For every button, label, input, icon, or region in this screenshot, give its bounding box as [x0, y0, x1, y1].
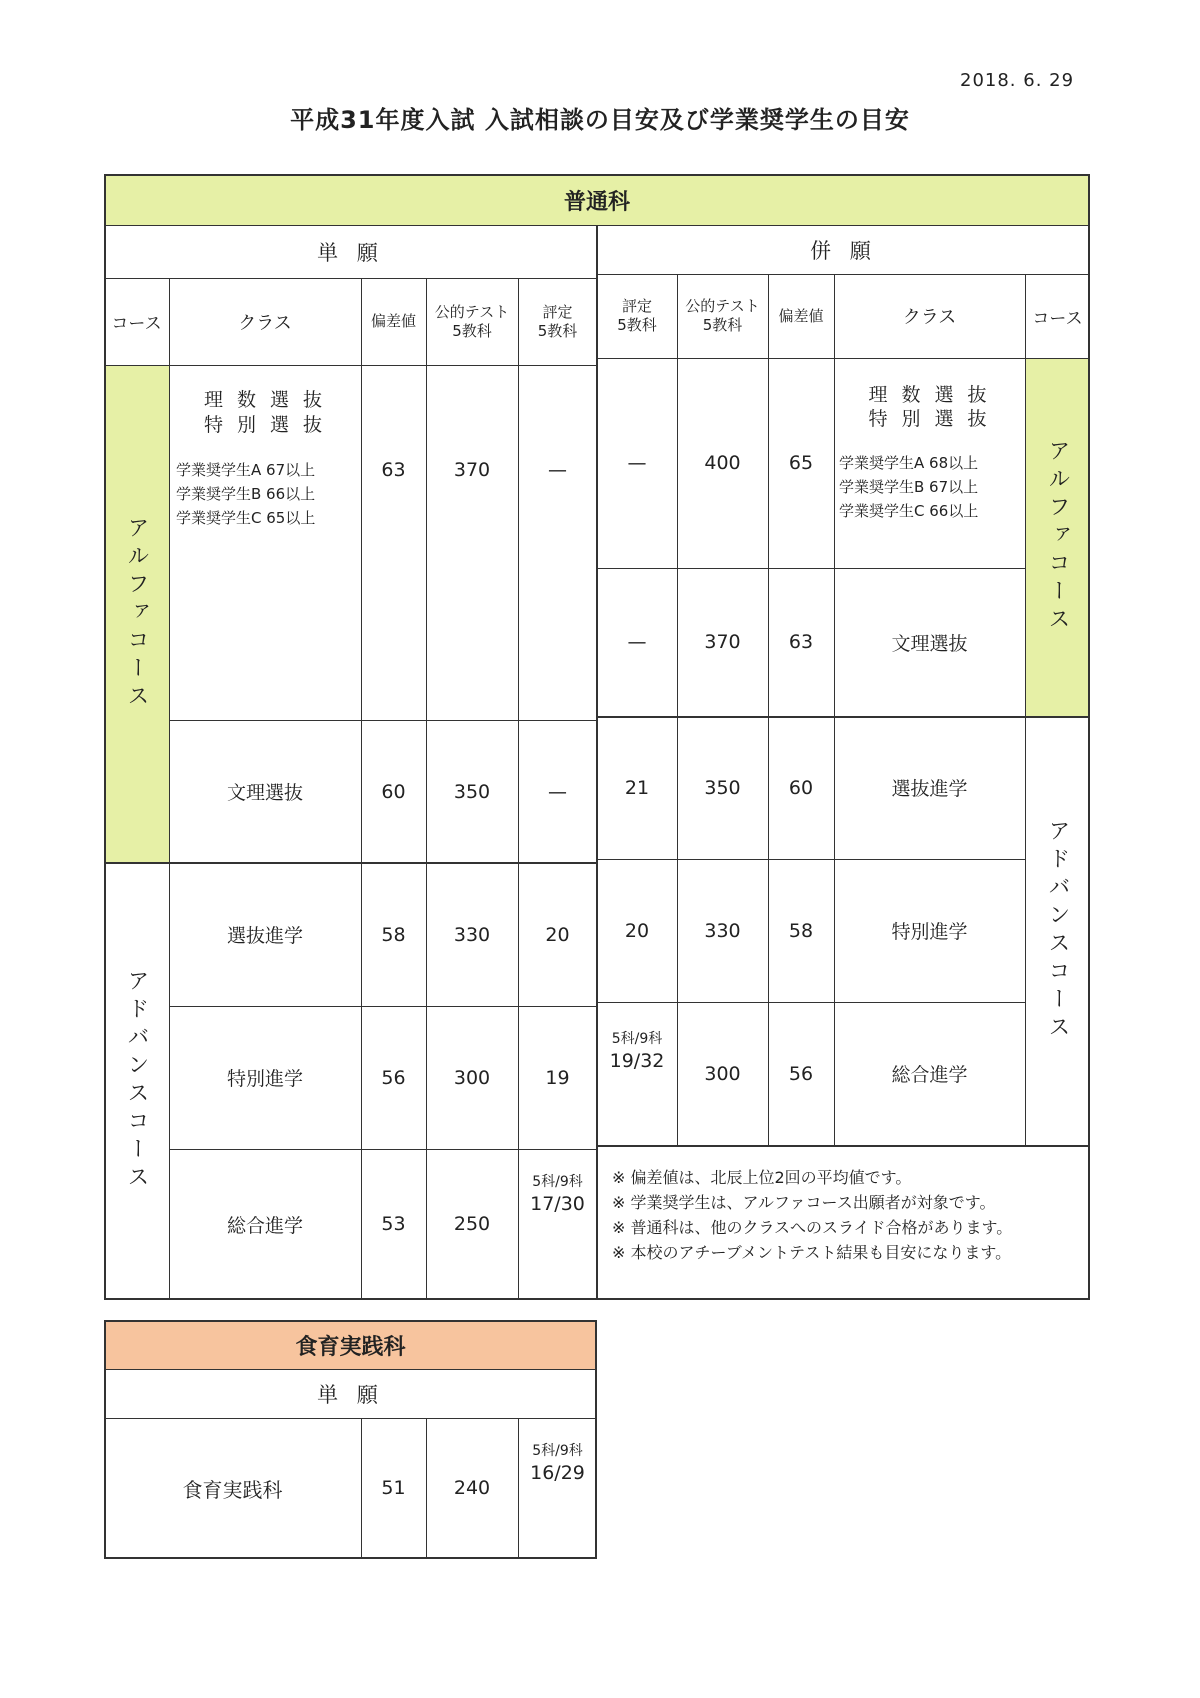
table-border	[595, 1320, 597, 1559]
heigan-scholar-c: 学業奨学生C 66以上	[839, 502, 979, 520]
table-border	[104, 1557, 597, 1559]
tangan-row2-hensachi: 60	[381, 780, 406, 803]
tangan-row4-hensachi: 56	[381, 1066, 406, 1089]
col-koteki-heigan	[677, 274, 768, 358]
table-border	[169, 1006, 597, 1007]
heigan-row3-hyotei: 21	[624, 776, 650, 799]
table-border	[597, 716, 1090, 718]
col-class-heigan: クラス	[902, 307, 957, 328]
col-koteki-line1: 公的テスト	[685, 297, 760, 315]
tangan-row1-koteki: 370	[453, 459, 491, 481]
table-border	[104, 174, 1090, 176]
tangan-class-tokubetsu: 特 別 選 抜	[203, 414, 327, 436]
col-hensachi-tangan: 偏差値	[370, 312, 416, 330]
heigan-row5-hyotei-value: 19/32	[609, 1050, 665, 1072]
col-hyotei-heigan	[597, 274, 677, 358]
heigan-class-risu: 理 数 選 抜	[868, 384, 991, 406]
table-border	[104, 1320, 106, 1559]
shokuiku-hyotei-value: 16/29	[530, 1462, 585, 1484]
col-hyotei-line1: 評定	[621, 297, 652, 315]
table-border	[426, 278, 427, 1299]
heigan-row2-koteki: 370	[704, 631, 741, 653]
tangan-row5-koteki: 250	[453, 1213, 491, 1235]
table-border	[104, 1418, 597, 1419]
heigan-row3-koteki: 350	[704, 776, 741, 799]
tangan-row2-class: 文理選抜	[226, 782, 303, 804]
heigan-row2-class: 文理選抜	[891, 632, 968, 655]
table-border	[169, 1149, 597, 1150]
tangan-class-risu: 理 数 選 抜	[203, 389, 327, 411]
col-class-tangan: クラス	[238, 312, 292, 334]
table-border	[597, 358, 1090, 359]
shokuiku-hensachi: 51	[381, 1477, 406, 1499]
shokuiku-class: 食育実践科	[182, 1477, 283, 1502]
heigan-row1-hyotei: —	[627, 452, 647, 474]
page-title: 平成31年度入試 入試相談の目安及び学業奨学生の目安	[290, 106, 910, 134]
heigan-row4-koteki: 330	[704, 919, 741, 942]
heigan-row1-hensachi: 65	[788, 452, 814, 474]
tangan-row3-hyotei: 20	[545, 923, 570, 946]
tangan-alpha-course: アルファコース	[124, 516, 149, 712]
tangan-row1-hyotei: —	[548, 459, 567, 481]
heigan-header: 併 願	[810, 239, 877, 263]
heigan-row3-hensachi: 60	[788, 776, 814, 799]
table-border	[597, 568, 1025, 569]
shokuiku-tangan-header: 単 願	[317, 1383, 384, 1407]
shokuiku-hyotei	[518, 1418, 597, 1558]
col-koteki-tangan	[426, 278, 518, 365]
tangan-scholar-a: 学業奨学生A 67以上	[176, 461, 316, 479]
table-border	[426, 1418, 427, 1558]
heigan-row5-class: 総合進学	[891, 1064, 968, 1086]
heigan-row4-hensachi: 58	[788, 919, 814, 942]
heigan-scholar-b: 学業奨学生B 67以上	[839, 478, 979, 496]
heigan-class-tokubetsu: 特 別 選 抜	[868, 408, 991, 430]
heigan-row4-hyotei: 20	[624, 919, 650, 942]
tangan-row3-class: 選抜進学	[226, 925, 303, 947]
tangan-row1-hensachi: 63	[381, 459, 406, 481]
heigan-row1-koteki: 400	[704, 452, 741, 474]
tangan-row5-hyotei-note: 5科/9科	[532, 1174, 583, 1190]
table-border	[597, 1145, 1090, 1147]
tangan-scholar-c: 学業奨学生C 65以上	[176, 509, 316, 527]
table-border	[1088, 174, 1090, 1300]
note-3: ※ 普通科は、他のクラスへのスライド合格があります。	[612, 1218, 1013, 1237]
col-hyotei-line1: 評定	[542, 302, 573, 321]
tangan-row5-hensachi: 53	[381, 1213, 406, 1235]
heigan-row5-koteki: 300	[704, 1062, 741, 1085]
table-border	[1025, 274, 1026, 1145]
tangan-header: 単 願	[317, 241, 384, 265]
table-border	[596, 225, 598, 1299]
table-border	[104, 365, 597, 366]
futsuka-header: 普通科	[563, 189, 630, 215]
table-border	[834, 274, 835, 1145]
heigan-row2-hyotei: —	[627, 631, 647, 653]
tangan-row5-class: 総合進学	[226, 1214, 303, 1237]
table-border	[104, 862, 597, 864]
tangan-row4-koteki: 300	[453, 1066, 491, 1089]
tangan-scholar-b: 学業奨学生B 66以上	[176, 485, 316, 503]
col-course-heigan: コース	[1032, 308, 1083, 329]
table-border	[169, 278, 170, 1299]
table-border	[518, 278, 519, 1299]
tangan-row2-koteki: 350	[453, 780, 491, 803]
heigan-row1-class	[834, 358, 1025, 568]
document-date: 2018. 6. 29	[960, 70, 1075, 91]
shokuiku-koteki: 240	[453, 1477, 491, 1499]
table-border	[597, 859, 1025, 860]
table-border	[104, 174, 106, 1300]
heigan-alpha-course: アルファコース	[1045, 439, 1070, 635]
heigan-row5-hyotei-note: 5科/9科	[611, 1031, 663, 1047]
tangan-row4-hyotei: 19	[545, 1066, 570, 1089]
tangan-row2-hyotei: —	[548, 780, 567, 803]
col-koteki-line2: 5教科	[452, 321, 492, 340]
tangan-row3-koteki: 330	[453, 923, 491, 946]
table-border	[597, 274, 1090, 275]
table-border	[768, 274, 769, 1145]
col-course-tangan: コース	[111, 314, 162, 334]
col-koteki-line1: 公的テスト	[434, 302, 510, 321]
tangan-row4-class: 特別進学	[226, 1068, 303, 1090]
heigan-row2-hensachi: 63	[788, 631, 814, 653]
table-border	[104, 278, 597, 279]
tangan-row1-class	[169, 365, 361, 720]
heigan-row5-hyotei	[597, 1002, 677, 1145]
tangan-row5-hyotei	[518, 1149, 597, 1299]
col-hyotei-line2: 5教科	[617, 316, 657, 334]
notes-box	[612, 1165, 1082, 1265]
table-border	[104, 1320, 597, 1322]
heigan-advance-course: アドバンスコース	[1045, 818, 1070, 1043]
tangan-row3-hensachi: 58	[381, 923, 406, 946]
col-hyotei-tangan	[518, 278, 597, 365]
heigan-row3-class: 選抜進学	[891, 778, 968, 800]
col-hyotei-line2: 5教科	[537, 321, 578, 340]
col-koteki-line2: 5教科	[702, 316, 743, 334]
table-border	[104, 1369, 597, 1370]
tangan-row5-hyotei-value: 17/30	[530, 1193, 585, 1215]
col-hensachi-heigan: 偏差値	[778, 306, 824, 325]
heigan-row4-class: 特別進学	[891, 921, 968, 943]
note-4: ※ 本校のアチーブメントテスト結果も目安になります。	[612, 1243, 1012, 1262]
tangan-advance-course: アドバンスコース	[124, 969, 149, 1193]
table-border	[361, 1418, 362, 1558]
table-border	[677, 274, 678, 1145]
table-border	[361, 278, 362, 1299]
table-border	[597, 1002, 1025, 1003]
note-2: ※ 学業奨学生は、アルファコース出願者が対象です。	[612, 1193, 996, 1212]
shokuiku-header: 食育実践科	[295, 1334, 406, 1360]
heigan-scholar-a: 学業奨学生A 68以上	[839, 454, 979, 472]
table-border	[169, 720, 597, 721]
shokuiku-hyotei-note: 5科/9科	[532, 1443, 583, 1459]
note-1: ※ 偏差値は、北辰上位2回の平均値です。	[612, 1168, 912, 1187]
table-border	[518, 1418, 519, 1558]
heigan-row5-hensachi: 56	[788, 1062, 814, 1085]
